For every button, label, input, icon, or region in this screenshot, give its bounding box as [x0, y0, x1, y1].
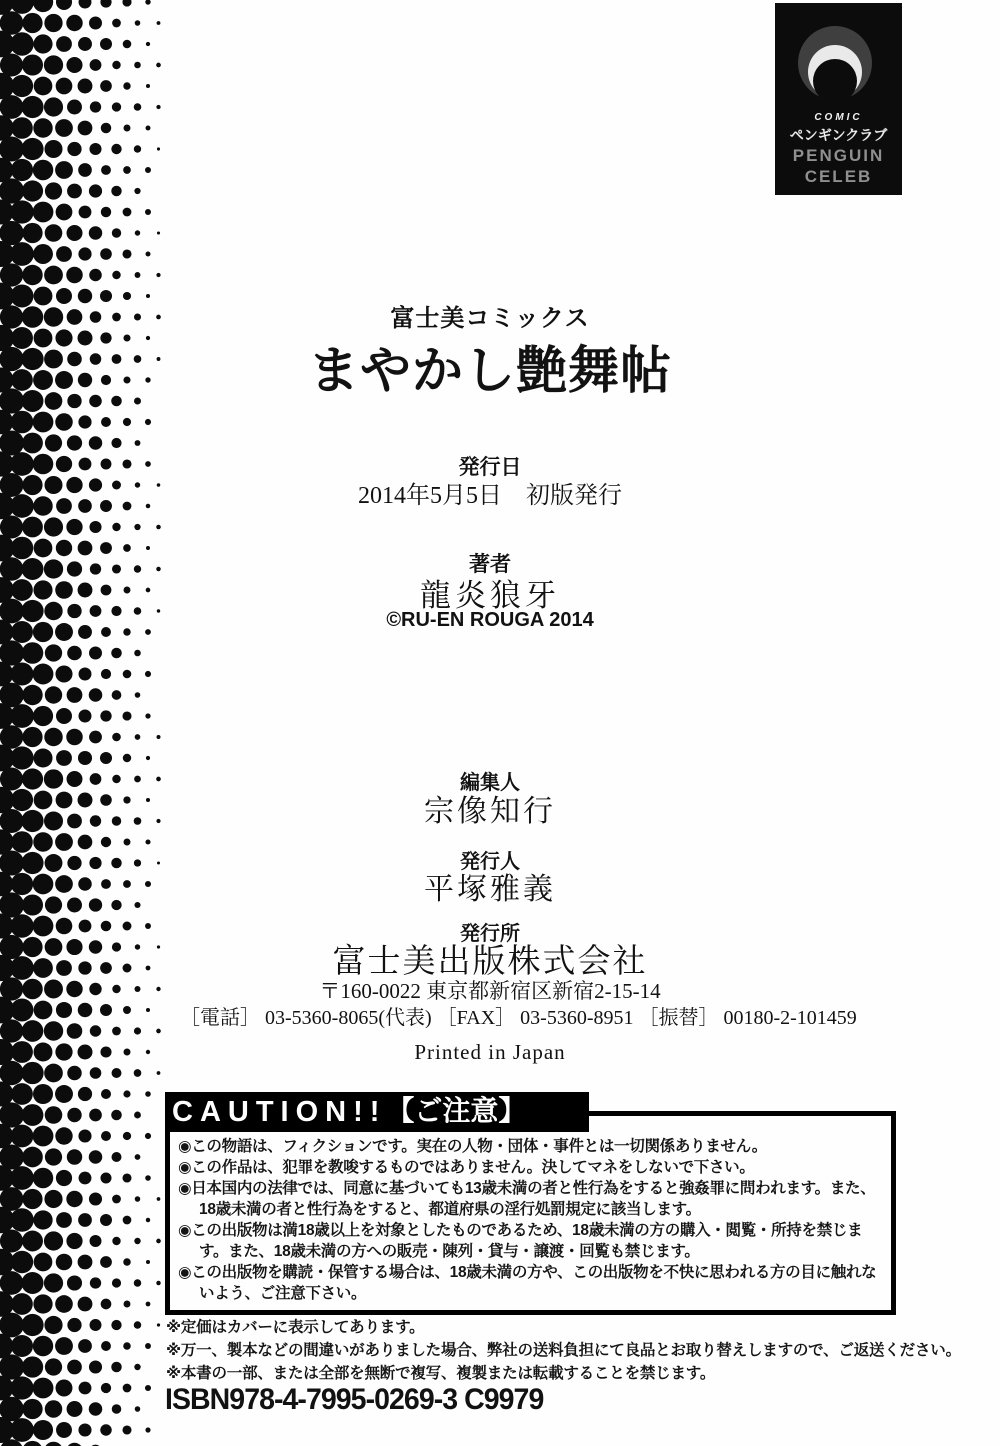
caution-title-japanese: 【ご注意】: [386, 1096, 527, 1127]
caution-item: [178, 1220, 885, 1262]
caution-item-text: 日本国内の法律では、同意に基づいても13歳未満の者と性行為をすると強姦罪に問われます。また、18歳未満の者と性行為をすると、都道府県の淫行処罰規定に該当します。: [191, 1180, 876, 1218]
caution-title-english: CAUTION!!: [172, 1095, 387, 1128]
caution-item-text: この物語は、フィクションです。実在の人物・団体・事件とは一切関係ありません。: [191, 1138, 767, 1155]
fisheye-bullet-icon: ◉: [178, 1264, 192, 1281]
editor-name: 宗像知行: [424, 795, 556, 828]
caution-item-text: この出版物は満18歳以上を対象としたものであるため、18歳未満の方の購入・閲覧・所持を禁じます。また、18歳未満の方への販売・陳列・貸与・譲渡・回覧も禁じます。: [191, 1222, 863, 1260]
logo-name-english-line2: CELEB: [804, 167, 873, 186]
halftone-pattern: [0, 0, 166, 1446]
fisheye-bullet-icon: ◉: [178, 1180, 192, 1197]
caution-item: [178, 1178, 885, 1220]
publisher-name: 富士美出版株式会社: [332, 944, 648, 980]
caution-item-text: この作品は、犯罪を教唆するものではありません。決してマネをしないで下さい。: [191, 1159, 755, 1176]
note-line: ※本書の一部、または全部を無断で複写、複製または転載することを禁じます。: [166, 1365, 716, 1382]
caution-header-bar: [165, 1092, 589, 1132]
issue-date-label: 発行日: [458, 456, 522, 479]
publisher-logo: [775, 3, 902, 195]
book-title: まやかし艶舞帖: [307, 342, 672, 399]
isbn-label: ISBN978-4-7995-0269-3 C9979: [165, 1383, 544, 1416]
caution-item: [178, 1136, 885, 1157]
fisheye-bullet-icon: ◉: [178, 1222, 192, 1239]
penguin-club-emblem-icon: [775, 3, 902, 113]
printed-in-japan-label: Printed in Japan: [414, 1040, 566, 1064]
caution-item: [178, 1157, 885, 1178]
logo-comic-label: COMIC: [814, 112, 863, 123]
footnotes: [166, 1316, 961, 1385]
author-label: 著者: [469, 553, 511, 576]
publisher-contacts: ［電話］ 03-5360-8065(代表) ［FAX］ 03-5360-8951 ［振替］ 00180-2-101459: [180, 1007, 857, 1029]
publisher-address: 〒160-0022 東京都新宿区新宿2-15-14: [319, 979, 661, 1003]
publisher-label: 発行所: [460, 923, 520, 945]
issue-date-value: 2014年5月5日 初版発行: [358, 483, 622, 509]
caution-box: [165, 1092, 896, 1315]
caution-body: [165, 1111, 896, 1315]
logo-name-japanese: ペンギンクラブ: [789, 127, 888, 143]
editor-label: 編集人: [460, 772, 520, 794]
fisheye-bullet-icon: ◉: [178, 1138, 192, 1155]
issuer-name: 平塚雅義: [424, 873, 556, 906]
note-line: ※定価はカバーに表示してあります。: [166, 1319, 425, 1336]
copyright-notice: ©RU-EN ROUGA 2014: [386, 609, 594, 631]
issuer-label: 発行人: [460, 851, 520, 873]
note-line: ※万一、製本などの間違いがありました場合、弊社の送料負担にて良品とお取り替えしますので、ご返送ください。: [166, 1342, 961, 1359]
fisheye-bullet-icon: ◉: [178, 1159, 192, 1176]
caution-item-text: この出版物を購読・保管する場合は、18歳未満の方や、この出版物を不快に思われる方の目に触れないよう、ご注意下さい。: [191, 1264, 877, 1302]
caution-item: [178, 1262, 885, 1304]
logo-name-english-line1: PENGUIN: [792, 146, 885, 165]
series-label: 富士美コミックス: [390, 305, 590, 332]
author-name: 龍炎狼牙: [420, 578, 560, 613]
